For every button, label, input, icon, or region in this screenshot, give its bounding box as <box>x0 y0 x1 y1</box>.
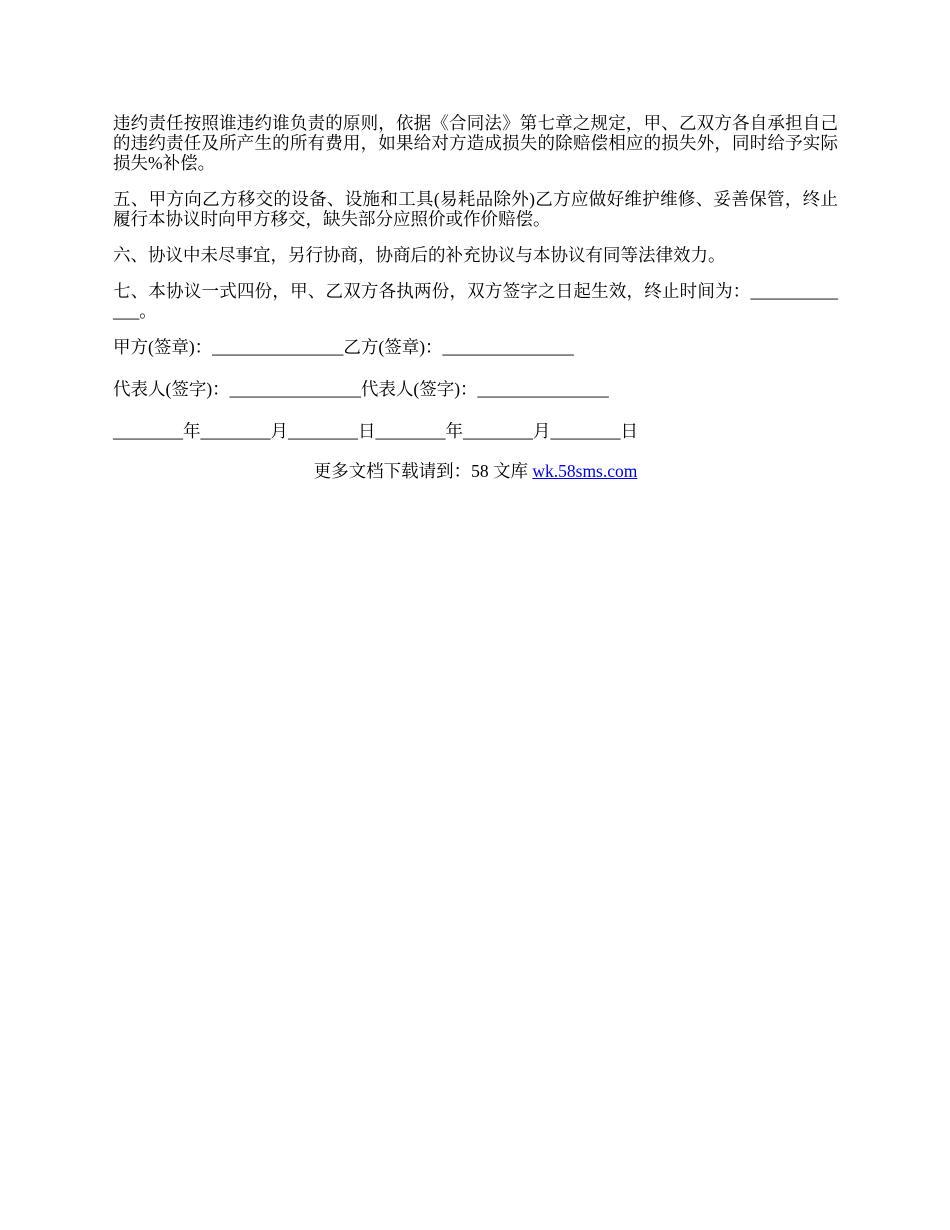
representative-a: 代表人(签字)：_______________ <box>113 379 361 399</box>
signature-representative-line <box>113 379 838 399</box>
representative-b: 代表人(签字)：_______________ <box>360 379 609 399</box>
footer-text: 更多文档下载请到：58 文库 <box>313 461 533 481</box>
party-a-seal: 甲方(签章)：_______________ <box>113 337 344 357</box>
footer-link[interactable]: wk.58sms.com <box>532 461 638 481</box>
party-b-seal: 乙方(签章)：_______________ <box>343 337 574 357</box>
signature-seal-line <box>113 337 838 357</box>
date-line: ________年________月________日________年________月________日 <box>113 421 638 441</box>
paragraph-clause-5: 五、甲方向乙方移交的设备、设施和工具(易耗品除外)乙方应做好维护维修、妥善保管，终止履行本协议时向甲方移交，缺失部分应照价或作价赔偿。 <box>113 189 838 229</box>
paragraph-clause-6: 六、协议中未尽事宜，另行协商，协商后的补充协议与本协议有同等法律效力。 <box>113 245 726 265</box>
paragraph-liability: 违约责任按照谁违约谁负责的原则，依据《合同法》第七章之规定，甲、乙双方各自承担自己的违约责任及所产生的所有费用，如果给对方造成损失的除赔偿相应的损失外，同时给予实际损失%补偿。 <box>113 113 838 173</box>
document-page <box>113 113 838 481</box>
footer <box>113 461 838 481</box>
paragraph-clause-7: 七、本协议一式四份，甲、乙双方各执两份，双方签字之日起生效，终止时间为：_____________。 <box>113 281 838 321</box>
